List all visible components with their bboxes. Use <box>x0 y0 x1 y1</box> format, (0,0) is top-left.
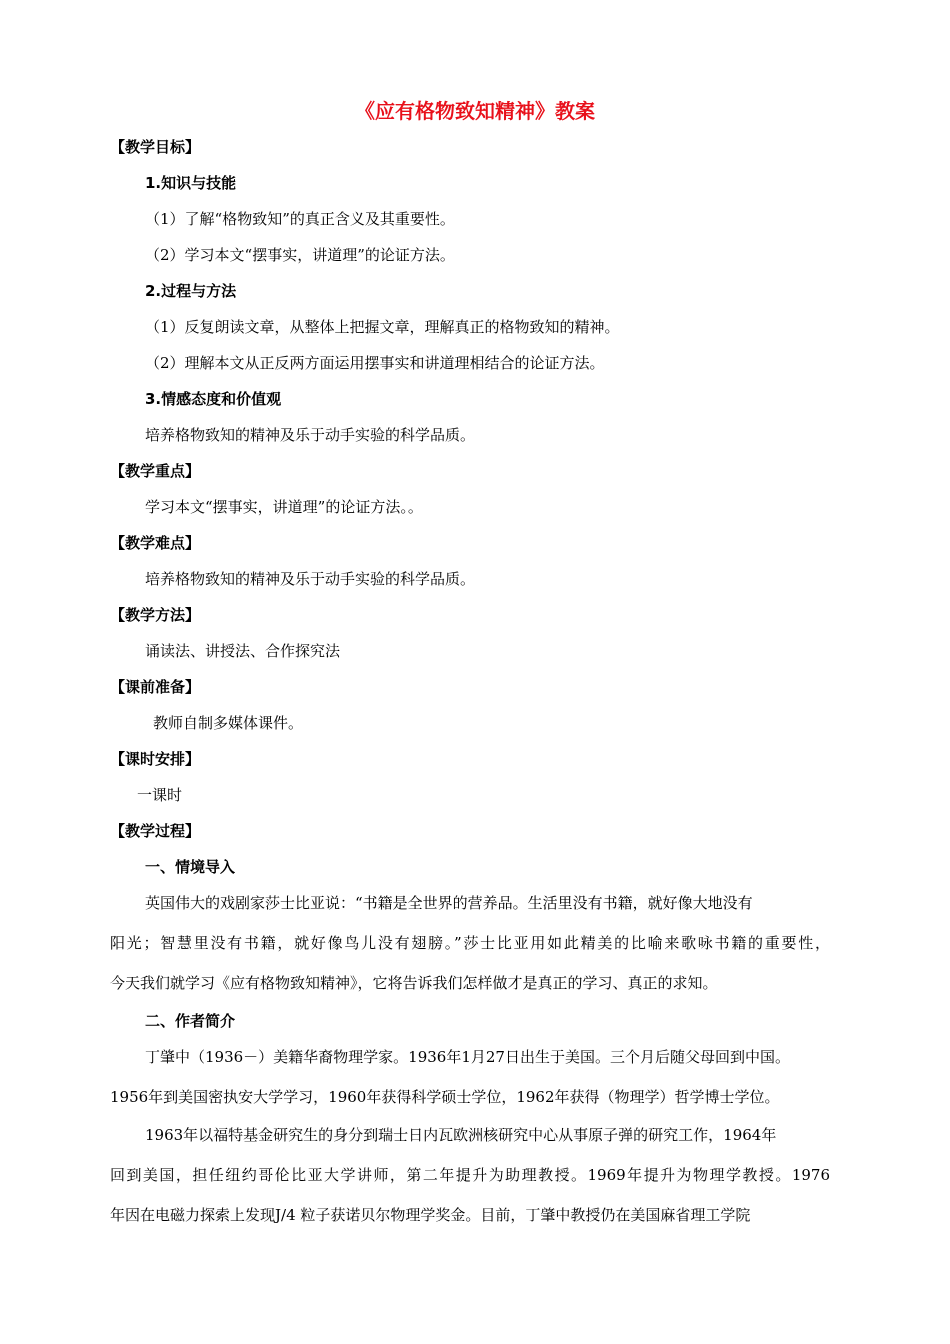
author-heading: 二、作者简介 <box>145 1012 236 1030</box>
methods-text: 诵读法、讲授法、合作探究法 <box>145 642 341 660</box>
intro-heading: 一、情境导入 <box>145 858 236 876</box>
author-line: 丁肇中（1936－）美籍华裔物理学家。1936年1月27日出生于美国。三个月后随父母回到中国。 <box>145 1048 790 1066</box>
author-line: 1956年到美国密执安大学学习，1960年获得科学硕士学位，1962年获得（物理学）哲学博士学位。 <box>110 1088 780 1106</box>
goals-heading: 【教学目标】 <box>110 138 201 156</box>
goal-item-1-1: （1）了解“格物致知”的真正含义及其重要性。 <box>145 210 455 228</box>
goal-section-2: 2.过程与方法 <box>145 282 237 300</box>
author-line: 回到美国，担任纽约哥伦比亚大学讲师，第二年提升为助理教授。1969年提升为物理学教授。1976 <box>110 1166 830 1184</box>
schedule-text: 一课时 <box>137 786 183 804</box>
difficulties-text: 培养格物致知的精神及乐于动手实验的科学品质。 <box>145 570 476 588</box>
difficulties-heading: 【教学难点】 <box>110 534 201 552</box>
goal-section-3: 3.情感态度和价值观 <box>145 390 282 408</box>
goal-section-1: 1.知识与技能 <box>145 174 237 192</box>
intro-line: 英国伟大的戏剧家莎士比亚说：“书籍是全世界的营养品。生活里没有书籍，就好像大地没有 <box>145 894 753 912</box>
author-line: 1963年以福特基金研究生的身分到瑞士日内瓦欧洲核研究中心从事原子弹的研究工作，1964年 <box>145 1126 777 1144</box>
document-title: 《应有格物致知精神》教案 <box>355 99 595 123</box>
goal-item-2-1: （1）反复朗读文章，从整体上把握文章，理解真正的格物致知的精神。 <box>145 318 620 336</box>
schedule-heading: 【课时安排】 <box>110 750 201 768</box>
intro-line: 今天我们就学习《应有格物致知精神》，它将告诉我们怎样做才是真正的学习、真正的求知。 <box>110 974 718 992</box>
key-points-heading: 【教学重点】 <box>110 462 201 480</box>
goal-item-3-1: 培养格物致知的精神及乐于动手实验的科学品质。 <box>145 426 476 444</box>
process-heading: 【教学过程】 <box>110 822 201 840</box>
goal-item-2-2: （2）理解本文从正反两方面运用摆事实和讲道理相结合的论证方法。 <box>145 354 605 372</box>
author-line: 年因在电磁力探索上发现J/4 粒子获诺贝尔物理学奖金。目前，丁肇中教授仍在美国麻省理工学院 <box>110 1206 751 1224</box>
intro-line: 阳光；智慧里没有书籍，就好像鸟儿没有翅膀。”莎士比亚用如此精美的比喻来歌咏书籍的重要性， <box>110 934 830 952</box>
preparation-text: 教师自制多媒体课件。 <box>153 714 304 732</box>
methods-heading: 【教学方法】 <box>110 606 201 624</box>
key-points-text: 学习本文“摆事实，讲道理”的论证方法。。 <box>145 498 423 516</box>
preparation-heading: 【课前准备】 <box>110 678 201 696</box>
goal-item-1-2: （2）学习本文“摆事实，讲道理”的论证方法。 <box>145 246 455 264</box>
